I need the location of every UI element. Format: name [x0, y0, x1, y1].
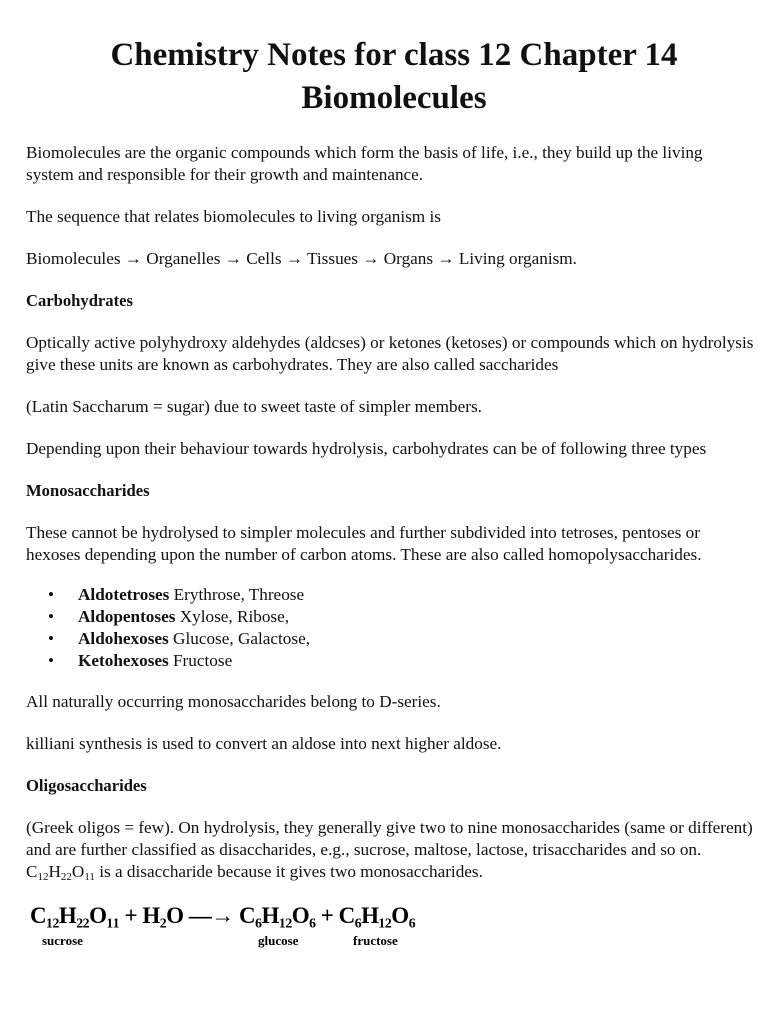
label-glucose: glucose	[258, 933, 299, 948]
bullet-icon: •	[48, 651, 55, 670]
carbohydrates-heading: Carbohydrates	[26, 291, 133, 310]
list-item	[48, 650, 754, 672]
type-term: Ketohexoses	[78, 651, 169, 670]
sequence-intro: The sequence that relates biomolecules to living organism is	[26, 207, 441, 226]
bullet-icon: •	[48, 629, 55, 648]
page-title: Chemistry Notes for class 12 Chapter 14 Biomolecules	[110, 37, 678, 116]
equation-line: C₁₂H₂₂O₁₁ + H₂O —→ C₆H₁₂O₆ + C₆H₁₂O₆	[30, 903, 416, 928]
carbohydrates-types-intro: Depending upon their behaviour towards hydrolysis, carbohydrates can be of following three types	[26, 439, 707, 458]
type-term: Aldotetroses	[78, 585, 170, 604]
carbohydrates-definition: Optically active polyhydroxy aldehydes (aldcses) or ketones (ketoses) or compounds which on hydrolysis give these units are known as carbohydrates. They are also called saccharides	[26, 333, 754, 374]
bullet-icon: •	[48, 607, 55, 626]
intro-paragraph: Biomolecules are the organic compounds which form the basis of life, i.e., they build up the living system and responsible for their growth and maintenance.	[26, 143, 703, 184]
d-series-note: All naturally occurring monosaccharides belong to D-series.	[26, 692, 441, 711]
bullet-icon: •	[48, 585, 55, 604]
monosaccharide-types-list	[26, 584, 754, 672]
killiani-note: killiani synthesis is used to convert an aldose into next higher aldose.	[26, 734, 502, 753]
oligo-text-start: (Greek oligos = few). On hydrolysis, they generally give two to nine monosaccharides (same or different) and are further classified as disaccharides, e.g., sucrose, maltose, lactose, trisaccharides and so on.	[26, 818, 753, 859]
type-examples: Erythrose, Threose	[169, 585, 305, 604]
monosaccharides-description: These cannot be hydrolysed to simpler molecules and further subdivided into tetroses, pentoses or hexoses depending upon the number of carbon atoms. These are also called homopolysaccharides.	[26, 523, 702, 564]
type-term: Aldohexoses	[78, 629, 169, 648]
oligosaccharides-heading: Oligosaccharides	[26, 776, 147, 795]
oligo-text-end: is a disaccharide because it gives two monosaccharides.	[94, 862, 483, 881]
carbohydrates-latin-note: (Latin Saccharum = sugar) due to sweet taste of simpler members.	[26, 397, 482, 416]
type-examples: Glucose, Galactose,	[168, 629, 311, 648]
type-term: Aldopentoses	[78, 607, 176, 626]
list-item	[48, 584, 754, 606]
type-examples: Xylose, Ribose,	[175, 607, 290, 626]
type-examples: Fructose	[168, 651, 233, 670]
sucrose-hydrolysis-equation	[26, 903, 754, 973]
sequence-chain: Biomolecules → Organelles → Cells → Tissues → Organs → Living organism.	[26, 249, 577, 268]
monosaccharides-heading: Monosaccharides	[26, 481, 150, 500]
list-item	[48, 628, 754, 650]
list-item	[48, 606, 754, 628]
disaccharide-formula: $C_{12}H_{22}O_{11}$	[26, 862, 95, 883]
label-fructose: fructose	[353, 933, 398, 948]
label-sucrose: sucrose	[42, 933, 83, 948]
oligosaccharides-description	[26, 817, 754, 883]
